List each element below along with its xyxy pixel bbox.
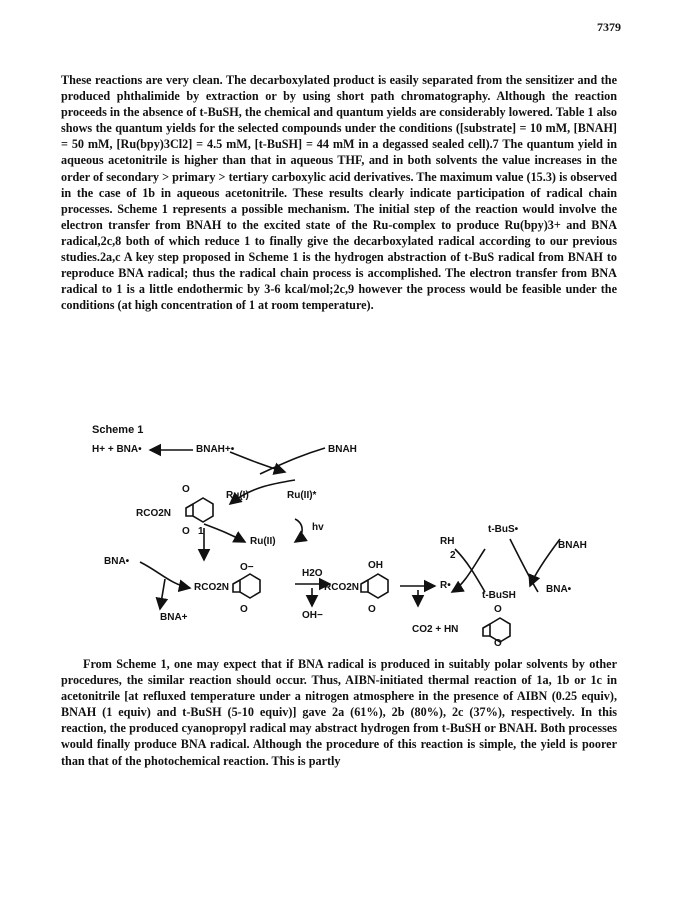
- o-phth-bottom: O: [494, 638, 502, 649]
- page-number: 7379: [597, 20, 621, 34]
- ru-ii-star-label: Ru(II)*: [287, 490, 317, 501]
- bnah-cation-label: BNAH+•: [196, 444, 235, 455]
- arrow-to-bna-plus: [160, 579, 165, 609]
- bna-radical-right-label: BNA•: [546, 584, 572, 595]
- arrow-bnah-to-bnah-cation: [230, 452, 285, 472]
- arrow-to-ru-ii: [204, 524, 245, 542]
- rco2n-2-label: RCO2N: [194, 582, 230, 593]
- oh-label: OH: [368, 560, 383, 571]
- oh-minus-label: OH−: [302, 610, 323, 621]
- rco2n-1-label: RCO2N: [136, 508, 172, 519]
- bnah-top-label: BNAH: [328, 444, 357, 455]
- h-plus-bna-label: H+ + BNA•: [92, 444, 142, 455]
- arrow-bna-radical: [140, 562, 190, 588]
- body-paragraph-2: From Scheme 1, one may expect that if BNA radical is produced in suitably polar solvents by other procedures, the similar reaction should occur. Thus, AIBN-initiated thermal reaction of 1a, 1b or 1c in acetonitrile [at refluxed temperature under a nitrogen atmosphere in the presence of AIBN (0.25 equiv), BNAH (1 equiv) and t-BuSH (5-10 equiv)] gave 2a (61%), 2b (80%), 2c (37%), respectively. In this reaction, the produced cyanopropyl radical may abstract hydrogen from t-BuSH or BNAH. Both processes would finally produce BNA radical. Although the procedure of this reaction is simple, the yield is poorer than that of the photochemical reaction. This is partly: [61, 657, 617, 768]
- rco2n-3-label: RCO2N: [324, 582, 360, 593]
- bnah-right-label: BNAH: [558, 540, 587, 551]
- ru-ii-label: Ru(II): [250, 536, 276, 547]
- co2-hn-label: CO2 + HN: [412, 624, 459, 635]
- arrow-hv: [295, 519, 302, 542]
- o-top-1: O: [182, 484, 190, 495]
- o-minus-label: O−: [240, 562, 254, 573]
- phthalimide-ring-2: [240, 574, 260, 598]
- arrow-tbus-to-tbush: [510, 539, 538, 592]
- r-radical-label: R•: [440, 580, 451, 591]
- h2o-label: H2O: [302, 568, 323, 579]
- compound-2-label: 2: [450, 550, 456, 561]
- bna-radical-left-label: BNA•: [104, 556, 130, 567]
- phthalimide-ring-3: [368, 574, 388, 598]
- body-paragraph-1: These reactions are very clean. The decarboxylated product is easily separated from the sensitizer and the produced phthalimide by extraction or by using short path chromatography. Although the reaction proceeds in the absence of t-BuSH, the chemical and quantum yields are considerably lowered. Table 1 also shows the quantum yields for the selected compounds under the conditions ([substrate] = 10 mM, [BNAH] = 50 mM, [Ru(bpy)3Cl2] = 4.5 mM, [t-BuSH] = 44 mM in a degassed sealed cell).7 The quantum yield in aqueous acetonitrile is higher than that in aqueous THF, and in both solvents the value increases in the order of secondary > primary > tertiary carboxylic acid derivatives. The maximum value (15.3) is observed in the case of 1b in aqueous acetonitrile. These results clearly indicate participation of radical chain processes. Scheme 1 represents a possible mechanism. The initial step of the reaction would involve the electron transfer from BNAH to the excited state of the Ru-complex to produce Ru(bpy)3+ and BNA radical,2c,8 both of which reduce 1 to finally give the decarboxylated radical according to our previous studies.2a,c A key step proposed in Scheme 1 is the hydrogen abstraction of t-BuS radical from BNAH to reproduce BNA radical; thus the radical chain process is accomplished. The electron transfer from BNA radical to 1 is a little endothermic by 3-6 kcal/mol;2c,9 however the process would be feasible under the conditions (at high concentration of 1 at room temperature).: [61, 73, 617, 313]
- rh-label: RH: [440, 536, 455, 547]
- o-bottom-2: O: [240, 604, 248, 615]
- phthalimide-ring-1: [193, 498, 213, 522]
- ru-i-label: Ru(I): [226, 490, 249, 501]
- arrow-bnah-cross: [260, 448, 325, 474]
- scheme-1-figure: [90, 424, 610, 649]
- arrow-bnah-to-bna: [530, 539, 560, 586]
- scheme-title: Scheme 1: [92, 424, 144, 436]
- arrow-tbus-cross: [452, 549, 485, 592]
- tbush-label: t-BuSH: [482, 590, 516, 601]
- o-bottom-3: O: [368, 604, 376, 615]
- tbus-radical-label: t-BuS•: [488, 524, 519, 535]
- o-bottom-1: O: [182, 526, 190, 537]
- o-phth-top: O: [494, 604, 502, 615]
- hv-label: hv: [312, 522, 324, 533]
- bna-plus-label: BNA+: [160, 612, 188, 623]
- compound-1-label: 1: [198, 526, 204, 537]
